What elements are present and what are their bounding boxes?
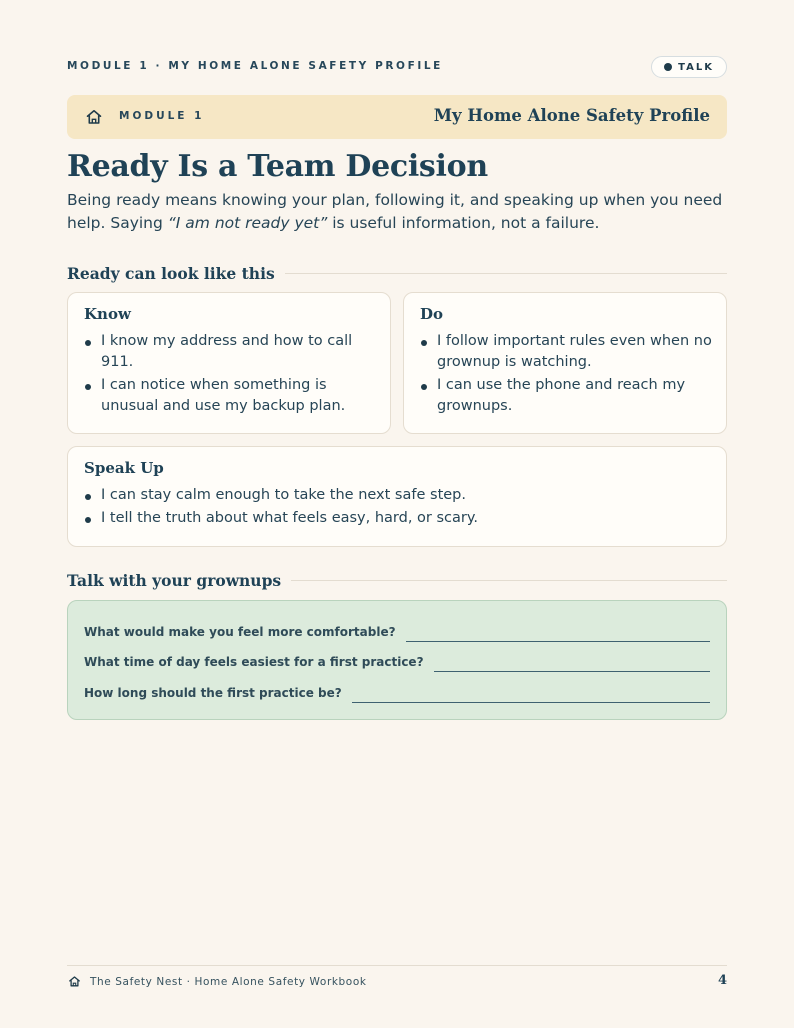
dot-icon bbox=[664, 63, 672, 71]
intro-paragraph bbox=[67, 189, 727, 235]
card-title: Know bbox=[84, 305, 131, 323]
answer-line[interactable] bbox=[406, 641, 710, 642]
workbook-page bbox=[67, 0, 727, 1028]
section-title: Ready can look like this bbox=[67, 263, 275, 283]
card-do bbox=[403, 292, 727, 434]
card-title: Do bbox=[420, 305, 444, 323]
intro-text-end: is useful information, not a failure. bbox=[327, 214, 600, 232]
module-label: MODULE 1 bbox=[119, 110, 205, 122]
section-heading-ready bbox=[67, 262, 727, 284]
intro-quote: “I am not ready yet” bbox=[167, 214, 328, 232]
question-row bbox=[84, 622, 710, 642]
banner-title: My Home Alone Safety Profile bbox=[433, 106, 710, 125]
talk-badge bbox=[651, 56, 727, 78]
top-bar bbox=[67, 56, 727, 78]
home-icon bbox=[68, 975, 81, 988]
card-speak-up bbox=[67, 446, 727, 547]
page-title: Ready Is a Team Decision bbox=[67, 149, 488, 184]
answer-line[interactable] bbox=[434, 671, 710, 672]
answer-line[interactable] bbox=[352, 702, 710, 703]
module-banner bbox=[67, 95, 727, 139]
card-list bbox=[420, 331, 712, 419]
card-list bbox=[84, 331, 376, 419]
list-item: I tell the truth about what feels easy, hard, or scary. bbox=[84, 508, 712, 529]
talk-questions-panel bbox=[67, 600, 727, 720]
divider bbox=[291, 580, 727, 581]
card-list bbox=[84, 485, 712, 531]
section-title: Talk with your grownups bbox=[67, 570, 282, 590]
list-item: I can use the phone and reach my grownups. bbox=[420, 375, 712, 417]
list-item: I know my address and how to call 911. bbox=[84, 331, 376, 373]
section-heading-talk bbox=[67, 569, 727, 591]
question-row bbox=[84, 683, 710, 703]
question-label: How long should the first practice be? bbox=[84, 686, 342, 700]
card-know bbox=[67, 292, 391, 434]
question-row bbox=[84, 652, 710, 672]
question-label: What time of day feels easiest for a first practice? bbox=[84, 655, 424, 669]
intro-text: Being ready means knowing your plan, following it, and speaking up when you need help. Saying bbox=[67, 191, 723, 232]
list-item: I can stay calm enough to take the next safe step. bbox=[84, 485, 712, 506]
page-number: 4 bbox=[717, 973, 727, 988]
footer-divider bbox=[67, 965, 727, 966]
footer-text: The Safety Nest · Home Alone Safety Workbook bbox=[90, 976, 367, 988]
question-label: What would make you feel more comfortable? bbox=[84, 625, 396, 639]
breadcrumb: MODULE 1 · MY HOME ALONE SAFETY PROFILE bbox=[67, 60, 443, 72]
card-title: Speak Up bbox=[84, 459, 164, 477]
list-item: I follow important rules even when no grownup is watching. bbox=[420, 331, 712, 373]
talk-badge-label: TALK bbox=[678, 61, 714, 73]
list-item: I can notice when something is unusual and use my backup plan. bbox=[84, 375, 376, 417]
home-icon bbox=[85, 108, 103, 126]
divider bbox=[285, 273, 727, 274]
